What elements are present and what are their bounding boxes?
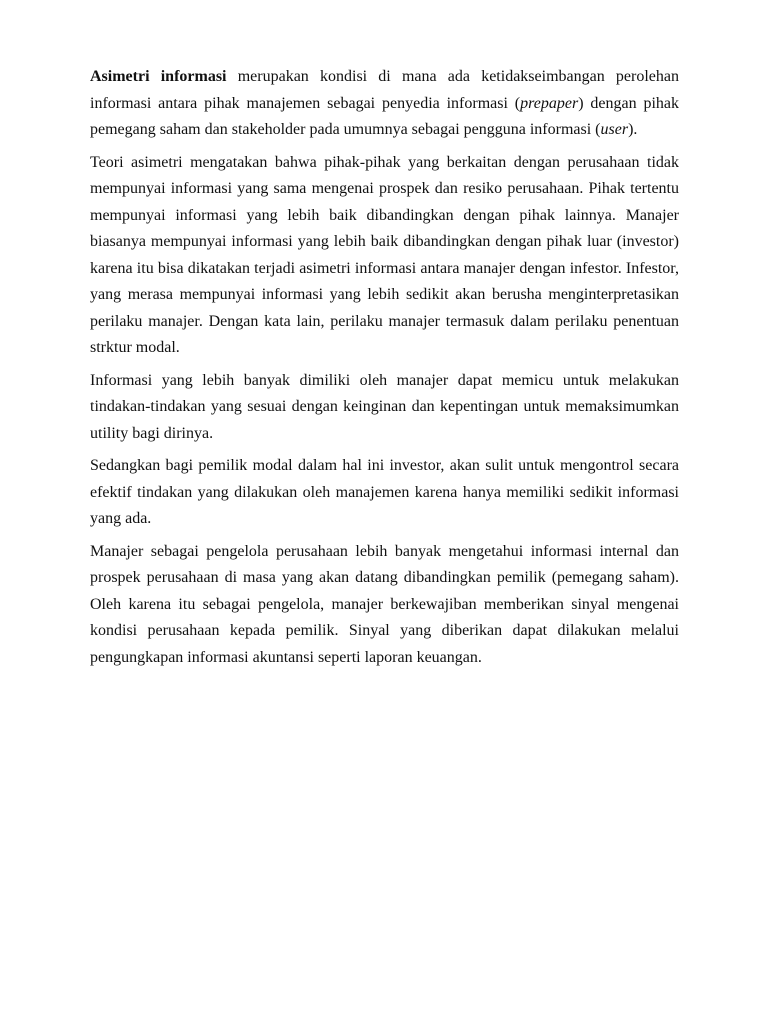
paragraph-sinyal-manajer: Manajer sebagai pengelola perusahaan lebih banyak mengetahui informasi internal dan prospek perusahaan di masa yang akan datang dibandingkan pemilik (pemegang saham). Oleh karena itu sebagai pengelola, manajer berkewajiban memberikan sinyal mengenai kondisi perusahaan kepada pemilik. Sinyal yang diberikan dapat dilakukan melalui pengungkapan informasi akuntansi seperti laporan keuangan.: [90, 542, 679, 666]
term-user: user: [600, 121, 629, 138]
paragraph-pemilik-modal: Sedangkan bagi pemilik modal dalam hal ini investor, akan sulit untuk mengontrol secara efektif tindakan yang dilakukan oleh manajemen karena hanya memiliki sedikit informasi yang ada.: [90, 457, 679, 527]
term-prepaper: prepaper: [520, 94, 579, 112]
definition-text-a: merupakan kondisi di mana ada ketidakseimbangan perolehan informasi antara pihak manajemen sebagai penyedia informasi (: [90, 68, 679, 112]
definition-text-c: ).: [628, 121, 638, 138]
document-page: [90, 64, 679, 677]
paragraph-informasi-manajer: Informasi yang lebih banyak dimiliki oleh manajer dapat memicu untuk melakukan tindakan-tindakan yang sesuai dengan keinginan dan kepentingan untuk memaksimumkan utility bagi dirinya.: [90, 371, 679, 442]
paragraph-definition: [90, 64, 679, 144]
term-asimetri-informasi: Asimetri informasi: [90, 68, 227, 85]
paragraph-teori-asimetri: Teori asimetri mengatakan bahwa pihak-pihak yang berkaitan dengan perusahaan tidak mempunyai informasi yang sama mengenai prospek dan resiko perusahaan. Pihak tertentu mempunyai informasi yang lebih baik dibandingkan dengan pihak lainnya. Manajer biasanya mempunyai informasi yang lebih baik dibandingkan dengan pihak luar (investor) karena itu bisa dikatakan terjadi asimetri informasi antara manajer dengan infestor. Infestor, yang merasa mempunyai informasi yang lebih sedikit akan berusha menginterpretasikan perilaku manajer. Dengan kata lain, perilaku manajer termasuk dalam perilaku penentuan strktur modal.: [90, 153, 679, 356]
definition-text-b: ) dengan pihak pemegang saham dan stakeholder pada umumnya sebagai pengguna informasi (: [90, 94, 680, 138]
